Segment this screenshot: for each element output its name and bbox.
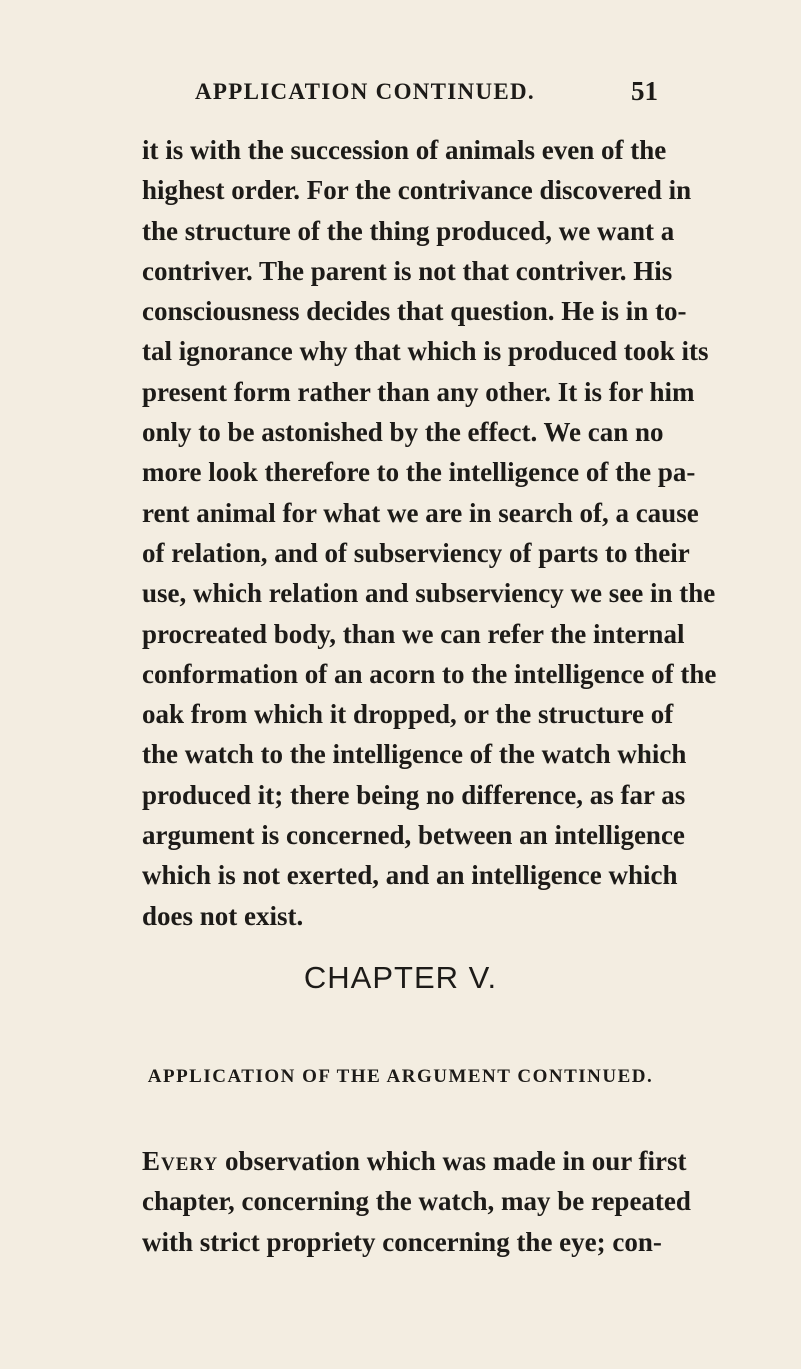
- text-line: tal ignorance why that which is produced took its: [142, 336, 709, 367]
- page-number: 51: [631, 76, 658, 106]
- text-line: contriver. The parent is not that contriver. His: [142, 255, 673, 286]
- text-line: consciousness decides that question. He is in to-: [142, 296, 687, 327]
- text-line: rent animal for what we are in search of, a cause: [142, 497, 699, 528]
- text-line: chapter, concerning the watch, may be repeated: [142, 1186, 691, 1217]
- text-line: with strict propriety concerning the eye; con-: [142, 1226, 662, 1257]
- text-line: present form rather than any other. It is for him: [142, 376, 695, 407]
- paragraph-1: [142, 130, 717, 936]
- chapter-subtitle: APPLICATION OF THE ARGUMENT CONTINUED.: [147, 1066, 654, 1087]
- text-line: which is not exerted, and an intelligence which: [142, 860, 678, 891]
- text-line: use, which relation and subserviency we see in the: [142, 578, 716, 609]
- text-line: more look therefore to the intelligence of the pa-: [142, 457, 696, 488]
- paragraph-2: [142, 1141, 691, 1262]
- chapter-title: CHAPTER V.: [303, 960, 498, 995]
- text-line: oak from which it dropped, or the structure of: [142, 699, 674, 730]
- text-line: produced it; there being no difference, as far as: [142, 779, 686, 810]
- text-line: conformation of an acorn to the intelligence of the: [142, 658, 717, 689]
- text-line: of relation, and of subserviency of parts to their: [142, 537, 690, 568]
- small-caps-lead: Every: [142, 1146, 219, 1176]
- text-line: argument is concerned, between an intelligence: [142, 820, 685, 851]
- text-line: the watch to the intelligence of the watch which: [142, 739, 687, 770]
- text-line: highest order. For the contrivance discovered in: [142, 175, 692, 206]
- text-line: procreated body, than we can refer the internal: [142, 618, 685, 649]
- text-line: only to be astonished by the effect. We can no: [142, 417, 664, 448]
- text-line: [142, 1141, 687, 1181]
- text-line: the structure of the thing produced, we want a: [142, 215, 675, 246]
- text-line: it is with the succession of animals even of the: [142, 135, 667, 165]
- line-continuation: observation which was made in our first: [218, 1146, 687, 1176]
- running-head: [0, 76, 801, 119]
- running-title: APPLICATION CONTINUED.: [195, 79, 535, 104]
- text-line: does not exist.: [142, 900, 304, 931]
